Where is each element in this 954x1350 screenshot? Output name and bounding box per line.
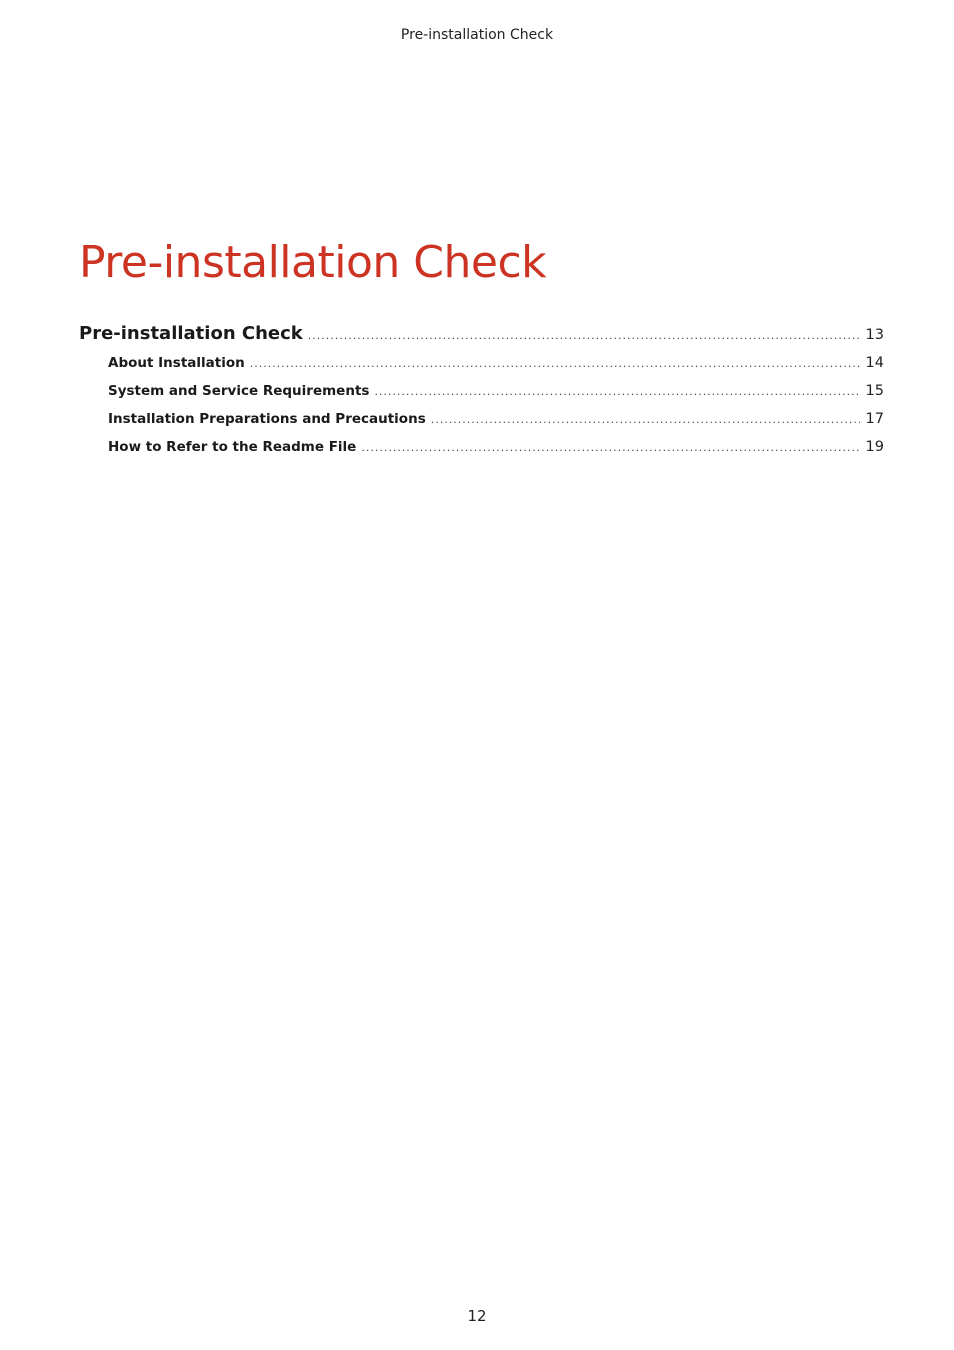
toc-dot-leader xyxy=(431,406,860,433)
toc-entry-page[interactable]: 19 xyxy=(865,439,884,455)
toc-entry-installation-preparations[interactable] xyxy=(79,405,884,433)
page-number: 12 xyxy=(467,1307,487,1325)
toc-entry-about-installation[interactable] xyxy=(79,349,884,377)
chapter-title: Pre-installation Check xyxy=(79,237,547,288)
toc-entry-label[interactable]: Pre-installation Check xyxy=(79,323,303,344)
toc-entry-page[interactable]: 15 xyxy=(865,383,884,399)
toc-dot-leader xyxy=(361,434,859,461)
toc-dot-leader xyxy=(308,320,860,350)
toc-dot-leader xyxy=(250,350,860,377)
toc-entry-page[interactable]: 14 xyxy=(865,355,884,371)
toc-entry-label[interactable]: System and Service Requirements xyxy=(108,383,370,399)
running-header: Pre-installation Check xyxy=(400,27,554,43)
toc-entry-readme-file[interactable] xyxy=(79,433,884,461)
toc-entry-label[interactable]: Installation Preparations and Precautions xyxy=(108,411,426,427)
toc-entry-page[interactable]: 13 xyxy=(865,327,884,343)
toc-dot-leader xyxy=(374,378,859,405)
toc-entry-system-requirements[interactable] xyxy=(79,377,884,405)
toc-entry-label[interactable]: About Installation xyxy=(108,355,245,371)
toc-entry-label[interactable]: How to Refer to the Readme File xyxy=(108,439,357,455)
toc-entry-pre-installation-check[interactable] xyxy=(79,318,884,350)
toc-entry-page[interactable]: 17 xyxy=(865,411,884,427)
table-of-contents xyxy=(79,318,884,461)
